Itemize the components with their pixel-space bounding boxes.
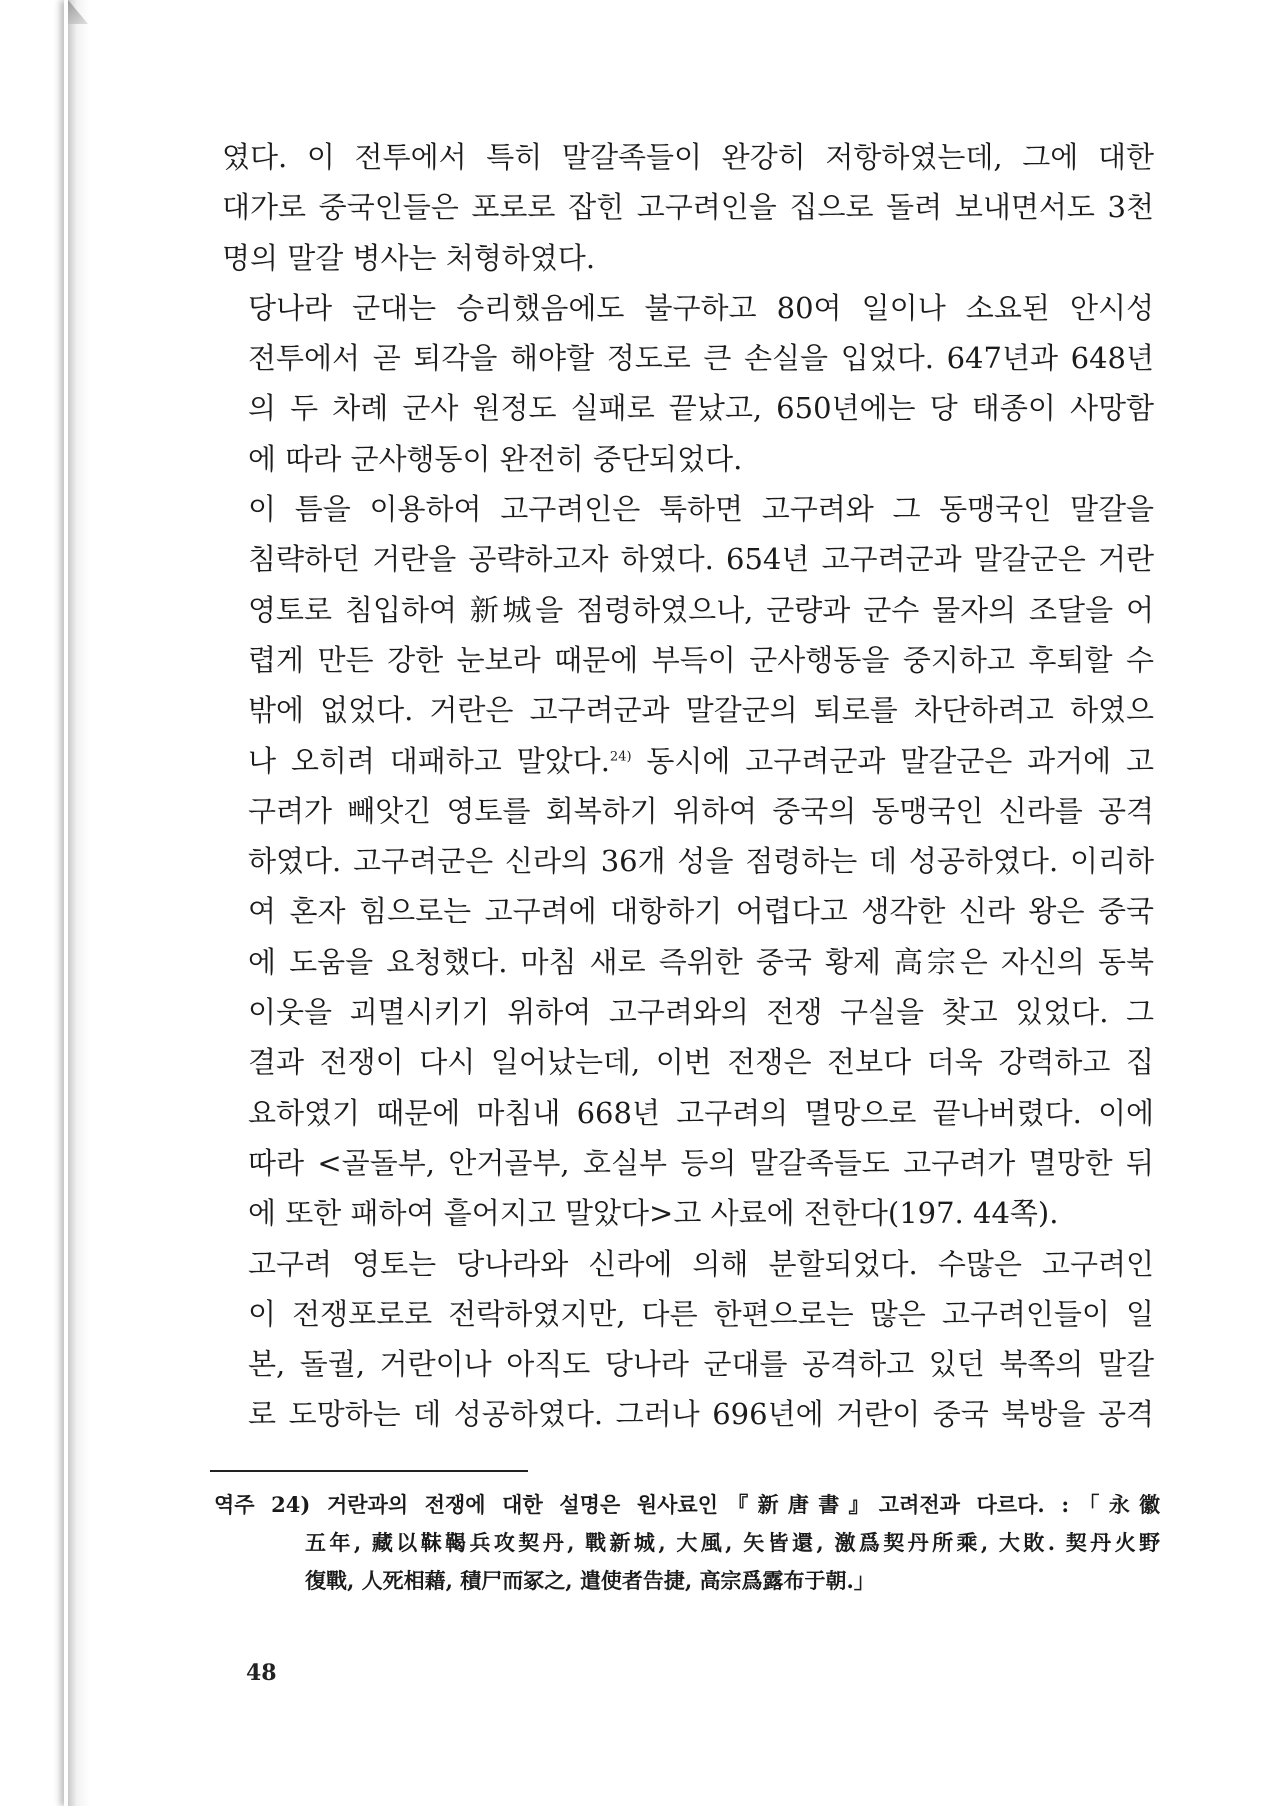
- footnote-line: 復戰, 人死相藉, 積尸而冢之, 遣使者告捷, 高宗爲露布于朝.」: [305, 1568, 875, 1593]
- text-line: 영토로 침입하여 新城을 점령하였으나, 군량과 군수 물자의 조달을 어: [248, 592, 1154, 627]
- text-line: 에 따라 군사행동이 완전히 중단되었다.: [248, 441, 743, 476]
- text-line: 에 또한 패하여 흩어지고 말았다>고 사료에 전한다(197. 44쪽).: [248, 1196, 1059, 1231]
- text-line: 결과 전쟁이 다시 일어났는데, 이번 전쟁은 전보다 더욱 강력하고 집: [248, 1045, 1154, 1080]
- text-line-with-footnote: [222, 736, 1154, 786]
- page-number: 48: [246, 1660, 277, 1686]
- paragraph: [222, 484, 1154, 1238]
- text-line: 고구려 영토는 당나라와 신라에 의해 분할되었다. 수많은 고구려인: [248, 1246, 1154, 1281]
- text-line: 렵게 만든 강한 눈보라 때문에 부득이 군사행동을 중지하고 후퇴할 수: [248, 642, 1154, 677]
- text-line: 여 혼자 힘으로는 고구려에 대항하기 어렵다고 생각한 신라 왕은 중국: [248, 894, 1154, 929]
- text-line: 명의 말갈 병사는 처형하였다.: [222, 240, 596, 275]
- text-line: 따라 <골돌부, 안거골부, 호실부 등의 말갈족들도 고구려가 멸망한 뒤: [248, 1145, 1154, 1180]
- text-segment: 나 오히려 대패하고 말았다.: [248, 743, 610, 778]
- text-line: 대가로 중국인들은 포로로 잡힌 고구려인을 집으로 돌려 보내면서도 3천: [222, 190, 1154, 225]
- paragraph: [222, 1239, 1154, 1440]
- text-line: 하였다. 고구려군은 신라의 36개 성을 점령하는 데 성공하였다. 이리하: [248, 844, 1154, 879]
- page-binding-edge: [68, 0, 90, 1806]
- paragraph: [222, 283, 1154, 484]
- text-line: 당나라 군대는 승리했음에도 불구하고 80여 일이나 소요된 안시성: [248, 290, 1154, 325]
- text-line: 구려가 빼앗긴 영토를 회복하기 위하여 중국의 동맹국인 신라를 공격: [248, 793, 1154, 828]
- footnote: [214, 1486, 1160, 1600]
- text-line: 이 전쟁포로로 전락하였지만, 다른 한편으로는 많은 고구려인들이 일: [248, 1296, 1154, 1331]
- text-line: 에 도움을 요청했다. 마침 새로 즉위한 중국 황제 高宗은 자신의 동북: [248, 944, 1154, 979]
- text-line: 로 도망하는 데 성공하였다. 그러나 696년에 거란이 중국 북방을 공격: [248, 1397, 1154, 1432]
- paragraph: [222, 132, 1154, 283]
- text-line: 밖에 없었다. 거란은 고구려군과 말갈군의 퇴로를 차단하려고 하였으: [248, 693, 1154, 728]
- text-line: 본, 돌궐, 거란이나 아직도 당나라 군대를 공격하고 있던 북쪽의 말갈: [248, 1347, 1154, 1382]
- footnote-reference[interactable]: 24): [609, 748, 632, 764]
- text-segment: 동시에 고구려군과 말갈군은 과거에 고: [646, 743, 1155, 778]
- footnote-divider: [210, 1470, 528, 1472]
- footnote-line: 역주 24) 거란과의 전쟁에 대한 설명은 원사료인『新唐書』고려전과 다르다. :「永徽: [214, 1492, 1160, 1517]
- text-line: 침략하던 거란을 공략하고자 하였다. 654년 고구려군과 말갈군은 거란: [248, 542, 1154, 577]
- text-line: 요하였기 때문에 마침내 668년 고구려의 멸망으로 끝나버렸다. 이에: [248, 1095, 1154, 1130]
- text-line: 의 두 차례 군사 원정도 실패로 끝났고, 650년에는 당 태종이 사망함: [248, 391, 1154, 426]
- text-line: 이웃을 괴멸시키기 위하여 고구려와의 전쟁 구실을 찾고 있었다. 그: [248, 995, 1154, 1030]
- text-line: 이 틈을 이용하여 고구려인은 툭하면 고구려와 그 동맹국인 말갈을: [248, 492, 1154, 527]
- text-line: 전투에서 곧 퇴각을 해야할 정도로 큰 손실을 입었다. 647년과 648년: [248, 341, 1154, 376]
- body-text: [222, 132, 1154, 1440]
- text-line: 였다. 이 전투에서 특히 말갈족들이 완강히 저항하였는데, 그에 대한: [222, 140, 1154, 174]
- footnote-line: 五年, 藏以靺鞨兵攻契丹, 戰新城, 大風, 矢皆還, 激爲契丹所乘, 大敗. 契丹火野: [305, 1530, 1160, 1555]
